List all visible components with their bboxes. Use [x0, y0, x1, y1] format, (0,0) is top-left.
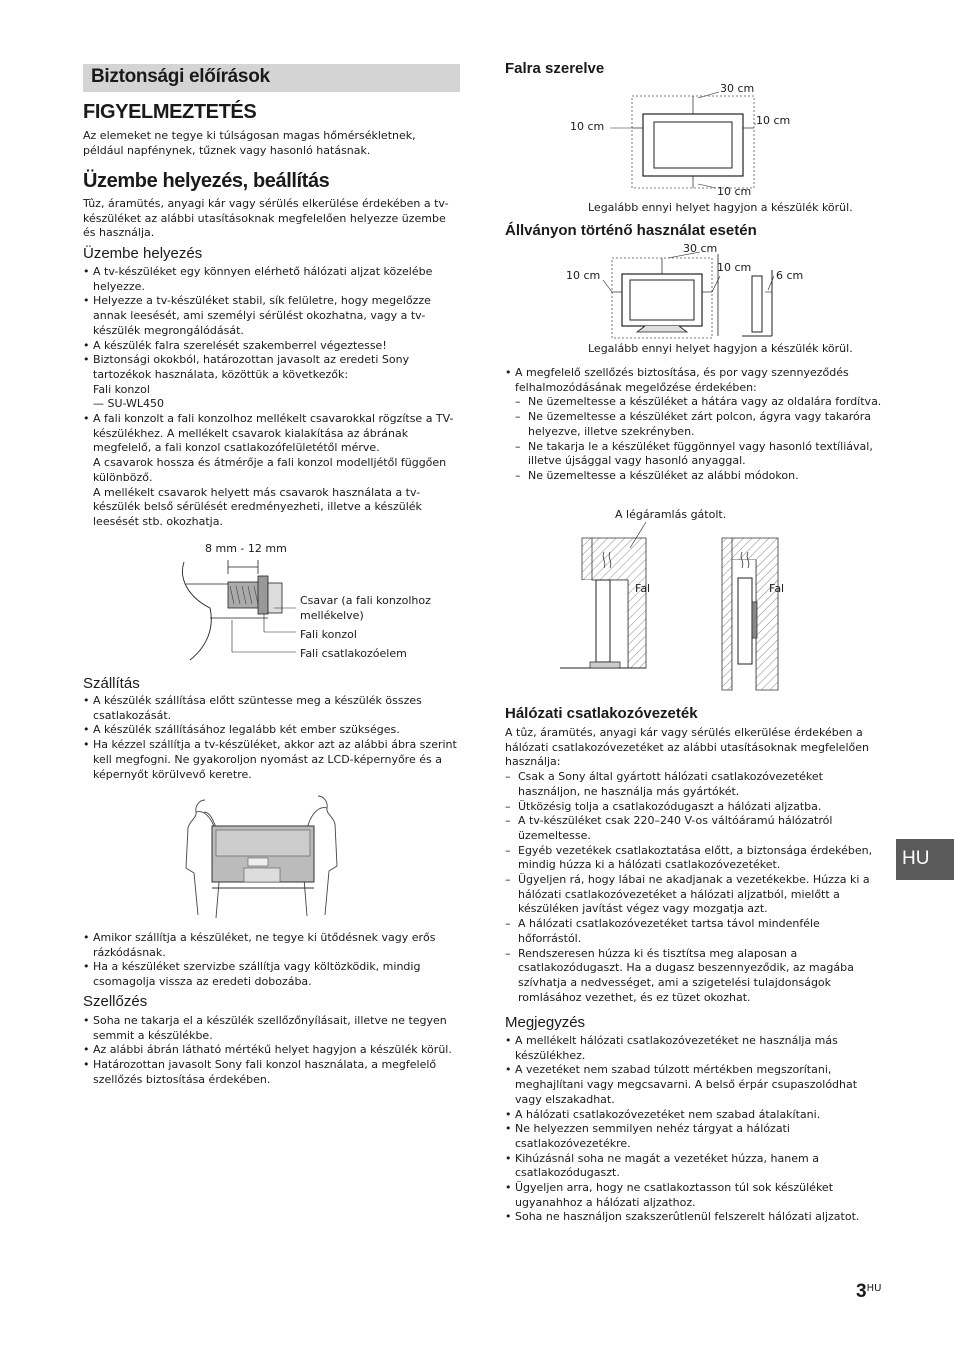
wall-mount-title: Falra szerelve [505, 60, 605, 77]
stand-top-clearance: 30 cm [683, 242, 718, 255]
wall-right-clearance: 10 cm [756, 114, 791, 127]
language-tab [896, 839, 954, 880]
stand-mount-title: Állványon történő használat esetén [505, 222, 757, 239]
stand-right-clearance: 10 cm [717, 261, 752, 274]
list-paragraph: A csavarok hossza és átmérője a fali konzol modelljétől függően különböző. [93, 456, 447, 484]
language-tab-label: HU [902, 848, 930, 869]
list-item: – Rendszeresen húzza ki és tisztítsa meg alaposan a csatlakozódugaszt. Ha a dugasz beszennyeződik, az magába szívhatja a nedvességet, ami a szigetelési tulajdonságok romlásához vezethet, és ez tüzet okozhat. [505, 947, 885, 1006]
list-item: • Soha ne használjon szakszerûtlenül felszerelt hálózati aljzatot. [505, 1210, 885, 1225]
list-subitem: – Ne üzemeltesse a készüléket az alábbi módokon. [515, 469, 885, 484]
list-item: – Csak a Sony által gyártott hálózati csatlakozóvezetéket használjon, ne használja más gyártókét. [505, 770, 885, 799]
list-item: • A vezetéket nem szabad túlzott mértékben megszorítani, meghajlítani vagy megcsavarni. A belső érpár csupaszolódhat vagy elszakadhat. [505, 1063, 885, 1107]
wall-mount-hook-label: Fali csatlakozóelem [300, 647, 407, 660]
page-number-suffix: HU [866, 1283, 882, 1294]
list-item: • A hálózati csatlakozóvezetéket nem szabad átalakítani. [505, 1108, 885, 1123]
list-item: – Ütközésig tolja a csatlakozódugaszt a hálózati aljzatba. [505, 800, 885, 815]
banner-title: Biztonsági előírások [91, 66, 270, 87]
airflow-wall-label-2: Fal [769, 582, 785, 595]
wall-bottom-clearance: 10 cm [717, 185, 752, 198]
install-title: Üzembe helyezés, beállítás [83, 170, 330, 192]
screw-label: Csavar (a fali konzolhoz [300, 594, 431, 607]
list-item: – A hálózati csatlakozóvezetéket tartsa távol mindenféle hőforrástól. [505, 917, 885, 946]
page-number-value: 3 [856, 1281, 867, 1302]
list-paragraph: A mellékelt csavarok helyett más csavarok használata a tv-készülék belső sérülését eredményezheti, illetve a készülék leesését stb. okozhatja. [93, 485, 422, 528]
list-item: – A tv-készüléket csak 220–240 V-os váltóáramú hálózatról üzemeltesse. [505, 814, 885, 843]
list-item: • Ügyeljen arra, hogy ne csatlakoztasson túl sok készüléket ugyanahhoz a hálózati aljzathoz. [505, 1181, 885, 1210]
list-item: • Ha a készüléket szervizbe szállítja vagy költözködik, mindig csomagolja vissza az eredeti dobozába. [83, 960, 461, 989]
placement-title: Üzembe helyezés [83, 245, 203, 262]
list-item: • A készülék falra szerelését szakemberrel végeztesse! [83, 339, 461, 354]
list-subitem: – Ne üzemeltesse a készüléket zárt polcon, ágyra vagy takaróra helyezve, illetve szekrényben. [515, 410, 885, 439]
list-item: • Biztonsági okokból, határozottan javasolt az eredeti Sony tartozékok használata, közöttük a következők: [83, 353, 461, 382]
airflow-wall-label-1: Fal [635, 582, 651, 595]
warning-title: FIGYELMEZTETÉS [83, 101, 257, 123]
warning-text: Az elemeket ne tegye ki túlságosan magas hőmérsékletnek, például napfénynek, tűznek vagy hasonló hatásnak. [83, 129, 416, 157]
list-item: • A tv-készüléket egy könnyen elérhető hálózati aljzat közelébe helyezze. [83, 265, 461, 294]
list-subitem: Fali konzol [93, 382, 150, 396]
list-item: • Az alábbi ábrán látható mértékű helyet hagyjon a készülék körül. [83, 1043, 461, 1058]
stand-side-clearance: 6 cm [776, 269, 804, 282]
list-subitem: — SU-WL450 [93, 397, 165, 411]
screw-dim-label: 8 mm - 12 mm [205, 542, 287, 555]
list-item: • A mellékelt hálózati csatlakozóvezetéket ne használja más készülékhez. [505, 1034, 885, 1063]
ventilation-title: Szellőzés [83, 993, 148, 1010]
stand-mount-caption: Legalább ennyi helyet hagyjon a készülék körül. [588, 342, 853, 355]
list-item: • A fali konzolt a fali konzolhoz mellékelt csavarokkal rögzítse a TV-készülékhez. A mellékelt csavarok kialakítása az ábrának megfelelő, a fali konzol csatlakozófelületétől mérve. [83, 412, 461, 456]
list-item: – Ügyeljen rá, hogy lábai ne akadjanak a vezetékekbe. Húzza ki a hálózati csatlakozóvezetéket a hálózati aljzatból, mielőtt a készüléken javítást végez vagy mozgatja azt. [505, 873, 885, 917]
list-item: • Amikor szállítja a készüléket, ne tegye ki ütődésnek vagy erős rázkódásnak. [83, 931, 461, 960]
install-intro: Tûz, áramütés, anyagi kár vagy sérülés elkerülése érdekében a tv-készüléket az alábbi utasításoknak megfelelően helyezze üzembe és használja. [83, 197, 449, 240]
wall-left-clearance: 10 cm [570, 120, 605, 133]
list-item: • Kihúzásnál soha ne magát a vezetéket húzza, hanem a csatlakozódugaszt. [505, 1152, 885, 1181]
list-item: • A készülék szállítása előtt szüntesse meg a készülék összes csatlakozását. [83, 694, 461, 723]
airflow-caption: A légáramlás gátolt. [615, 508, 727, 521]
power-cord-intro: A tûz, áramütés, anyagi kár vagy sérülés elkerülése érdekében a hálózati csatlakozóvezetéket az alábbi utasításoknak megfelelően használja: [505, 726, 869, 769]
list-item: • A készülék szállításához legalább két ember szükséges. [83, 723, 461, 738]
stand-left-clearance: 10 cm [566, 269, 601, 282]
transport-title: Szállítás [83, 675, 140, 692]
power-cord-list [505, 726, 885, 1005]
list-item: • Helyezze a tv-készüléket stabil, sík felületre, hogy megelőzze annak leesését, ami személyi sérülést okozhatna, vagy a tv-készülék megrongálódását. [83, 294, 461, 338]
bracket-label: Fali konzol [300, 628, 357, 641]
list-subitem: – Ne üzemeltesse a készüléket a hátára vagy az oldalára fordítva. [515, 395, 885, 410]
power-cord-title: Hálózati csatlakozóvezeték [505, 705, 698, 722]
list-item: • Ha kézzel szállítja a tv-készüléket, akkor azt az alábbi ábra szerint kell megfogni. Ne gyakoroljon nyomást az LCD-képernyőre és a képernyőt körülvevő keretre. [83, 738, 461, 782]
list-subitem: – Ne takarja le a készüléket függönnyel vagy hasonló textíliával, illetve újsággal vagy hasonló anyaggal. [515, 440, 885, 469]
page-number [856, 1281, 881, 1303]
list-item: • A megfelelő szellőzés biztosítása, és por vagy szennyeződés felhalmozódásának megelőzése érdekében: [505, 366, 885, 395]
wall-top-clearance: 30 cm [720, 82, 755, 95]
list-item: • Ne helyezzen semmilyen nehéz tárgyat a hálózati csatlakozóvezetékre. [505, 1122, 885, 1151]
list-item: – Egyéb vezetékek csatlakoztatása előtt, a biztonsága érdekében, mindig húzza ki a hálózati csatlakozóvezetéket. [505, 844, 885, 873]
note-list [505, 1034, 885, 1225]
screw-label-cont: mellékelve) [300, 609, 364, 622]
list-item: • Határozottan javasolt Sony fali konzol használata, a megfelelő szellőzés biztosítása érdekében. [83, 1058, 461, 1087]
list-item: • Soha ne takarja el a készülék szellőzőnyílásait, illetve ne tegyen semmit a készülékbe. [83, 1014, 461, 1043]
note-title: Megjegyzés [505, 1014, 586, 1031]
wall-mount-caption: Legalább ennyi helyet hagyjon a készülék körül. [588, 201, 853, 214]
